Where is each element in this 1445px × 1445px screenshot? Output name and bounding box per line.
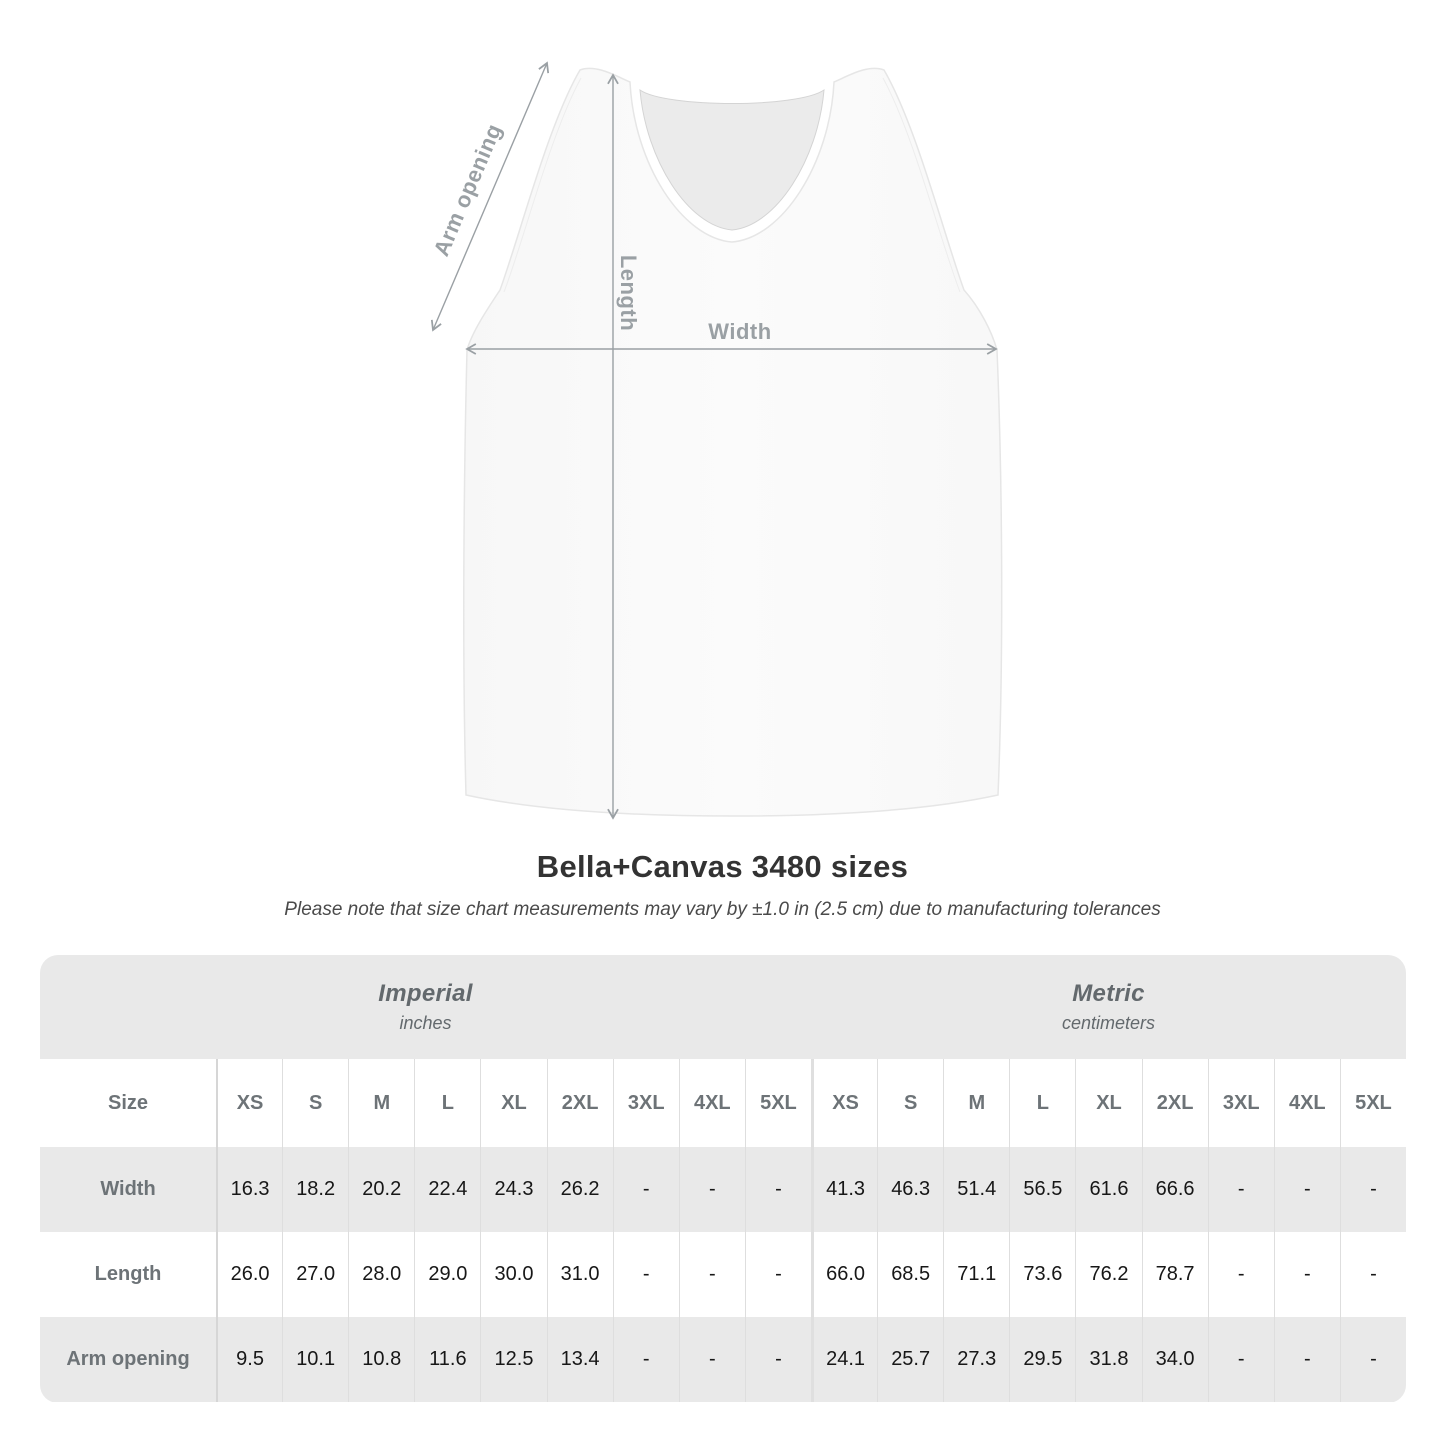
row-label: Width [100,1178,156,1200]
value-cell-imperial: - [745,1147,811,1232]
size-header-metric-3xl: 3XL [1208,1059,1274,1147]
length-label: Length [616,254,641,332]
value-cell-metric: 66.0 [811,1232,877,1317]
size-header-metric-m: M [943,1059,1009,1147]
value-cell-imperial: 26.0 [216,1232,282,1317]
value-cell-imperial: - [613,1317,679,1402]
value-cell-imperial: - [679,1147,745,1232]
value-cell-imperial: 10.8 [348,1317,414,1402]
metric-subtitle: centimeters [1061,1013,1156,1033]
value-cell-imperial: 12.5 [480,1317,546,1402]
value-cell-imperial: - [613,1232,679,1317]
page-title: Bella+Canvas 3480 sizes [536,849,909,884]
value-cell-metric: - [1274,1147,1340,1232]
size-header-metric-xs: XS [811,1059,877,1147]
value-cell-imperial: 28.0 [348,1232,414,1317]
value-cell-imperial: - [745,1232,811,1317]
value-cell-imperial: 20.2 [348,1147,414,1232]
value-cell-metric: - [1208,1147,1274,1232]
measurement-grid [40,1059,1406,1402]
value-cell-imperial: 29.0 [414,1232,480,1317]
value-cell-metric: 61.6 [1075,1147,1141,1232]
unit-header-band [40,955,1406,1059]
tolerance-note: Please note that size chart measurements may vary by ±1.0 in (2.5 cm) due to manufacturing tolerances [284,899,1161,920]
value-cell-metric: 24.1 [811,1317,877,1402]
value-cell-imperial: 10.1 [282,1317,348,1402]
size-header-metric-5xl: 5XL [1340,1059,1406,1147]
size-header-imperial-3xl: 3XL [613,1059,679,1147]
size-header-imperial-2xl: 2XL [547,1059,613,1147]
value-cell-metric: 78.7 [1142,1232,1208,1317]
size-header-imperial-l: L [414,1059,480,1147]
value-cell-imperial: 24.3 [480,1147,546,1232]
tank-top-diagram [400,40,1040,840]
value-cell-metric: 31.8 [1075,1317,1141,1402]
imperial-title: Imperial [378,980,473,1007]
size-header-imperial-xs: XS [216,1059,282,1147]
value-cell-metric: 34.0 [1142,1317,1208,1402]
value-cell-metric: - [1274,1317,1340,1402]
size-header-imperial-m: M [348,1059,414,1147]
value-cell-imperial: - [745,1317,811,1402]
value-cell-metric: 68.5 [877,1232,943,1317]
value-cell-metric: - [1340,1317,1406,1402]
value-cell-metric: 73.6 [1009,1232,1075,1317]
size-header-metric-xl: XL [1075,1059,1141,1147]
value-cell-imperial: 13.4 [547,1317,613,1402]
size-header-row [40,1059,1406,1147]
value-cell-imperial: 22.4 [414,1147,480,1232]
value-cell-imperial: 27.0 [282,1232,348,1317]
value-cell-metric: - [1340,1232,1406,1317]
value-cell-imperial: 18.2 [282,1147,348,1232]
value-cell-metric: 25.7 [877,1317,943,1402]
value-cell-metric: - [1274,1232,1340,1317]
value-cell-metric: 41.3 [811,1147,877,1232]
size-header-metric-2xl: 2XL [1142,1059,1208,1147]
value-cell-imperial: 26.2 [547,1147,613,1232]
value-cell-metric: 46.3 [877,1147,943,1232]
size-header-metric-4xl: 4XL [1274,1059,1340,1147]
value-cell-imperial: - [679,1232,745,1317]
size-header-imperial-5xl: 5XL [745,1059,811,1147]
metric-title: Metric [1072,980,1145,1007]
width-label: Width [708,319,772,344]
value-cell-metric: - [1208,1232,1274,1317]
measurement-row [40,1232,1406,1317]
size-header-metric-l: L [1009,1059,1075,1147]
measurement-row [40,1147,1406,1232]
imperial-subtitle: inches [399,1013,452,1033]
value-cell-metric: 27.3 [943,1317,1009,1402]
size-column-header: Size [107,1091,149,1114]
row-label: Length [94,1263,162,1285]
value-cell-imperial: - [613,1147,679,1232]
value-cell-metric: - [1340,1147,1406,1232]
value-cell-metric: 56.5 [1009,1147,1075,1232]
value-cell-metric: 29.5 [1009,1317,1075,1402]
row-label: Arm opening [66,1348,190,1370]
value-cell-imperial: 11.6 [414,1317,480,1402]
value-cell-imperial: 30.0 [480,1232,546,1317]
value-cell-metric: 66.6 [1142,1147,1208,1232]
measurement-row [40,1317,1406,1402]
value-cell-imperial: 9.5 [216,1317,282,1402]
size-header-imperial-s: S [282,1059,348,1147]
unit-header-imperial [40,955,811,1059]
size-header-imperial-4xl: 4XL [679,1059,745,1147]
value-cell-metric: 71.1 [943,1232,1009,1317]
arm-opening-label: Arm opening [428,119,507,260]
size-header-imperial-xl: XL [480,1059,546,1147]
size-header-metric-s: S [877,1059,943,1147]
value-cell-imperial: 16.3 [216,1147,282,1232]
value-cell-metric: 76.2 [1075,1232,1141,1317]
value-cell-imperial: - [679,1317,745,1402]
value-cell-metric: 51.4 [943,1147,1009,1232]
value-cell-imperial: 31.0 [547,1232,613,1317]
size-chart-table [40,955,1406,1403]
unit-header-metric [811,955,1406,1059]
value-cell-metric: - [1208,1317,1274,1402]
